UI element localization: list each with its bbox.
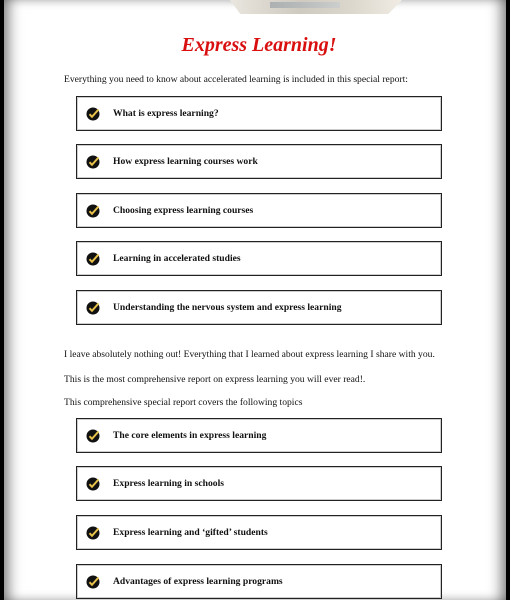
checkmark-icon: [86, 301, 100, 315]
checklist-item-label: Choosing express learning courses: [113, 205, 254, 216]
body-paragraph: This is the most comprehensive report on express learning you will ever read!.: [64, 374, 366, 385]
page: [4, 0, 506, 600]
checkmark-icon: [86, 155, 100, 169]
checklist-item-label: Understanding the nervous system and express learning: [113, 302, 342, 313]
body-paragraph: I leave absolutely nothing out! Everything that I learned about express learning I share with you.: [64, 349, 435, 360]
checklist-item: [76, 241, 442, 276]
checklist-item: [76, 290, 442, 325]
checklist-item-label: What is express learning?: [113, 108, 219, 119]
checklist-item-label: How express learning courses work: [113, 156, 258, 167]
checkmark-icon: [86, 575, 100, 589]
header-banner-image: [230, 0, 402, 14]
checklist-item: [76, 144, 442, 179]
checklist-item: [76, 515, 442, 550]
checklist-item-label: Advantages of express learning programs: [113, 576, 283, 587]
checklist-item-label: Learning in accelerated studies: [113, 253, 241, 264]
checklist-item: [76, 466, 442, 501]
checklist-item-label: Express learning and ‘gifted’ students: [113, 527, 268, 538]
checkmark-icon: [86, 429, 100, 443]
checklist-item-label: Express learning in schools: [113, 478, 224, 489]
checkmark-icon: [86, 526, 100, 540]
checklist-item: [76, 564, 442, 599]
checklist-item: [76, 418, 442, 453]
page-title: Express Learning!: [181, 34, 337, 56]
intro-text: Everything you need to know about accelerated learning is included in this special report:: [64, 74, 408, 85]
checkmark-icon: [86, 477, 100, 491]
body-paragraph: This comprehensive special report covers the following topics: [64, 397, 303, 408]
checklist-item: [76, 96, 442, 131]
checkmark-icon: [86, 204, 100, 218]
checklist-item-label: The core elements in express learning: [113, 430, 267, 441]
checkmark-icon: [86, 252, 100, 266]
checklist-item: [76, 193, 442, 228]
checkmark-icon: [86, 107, 100, 121]
